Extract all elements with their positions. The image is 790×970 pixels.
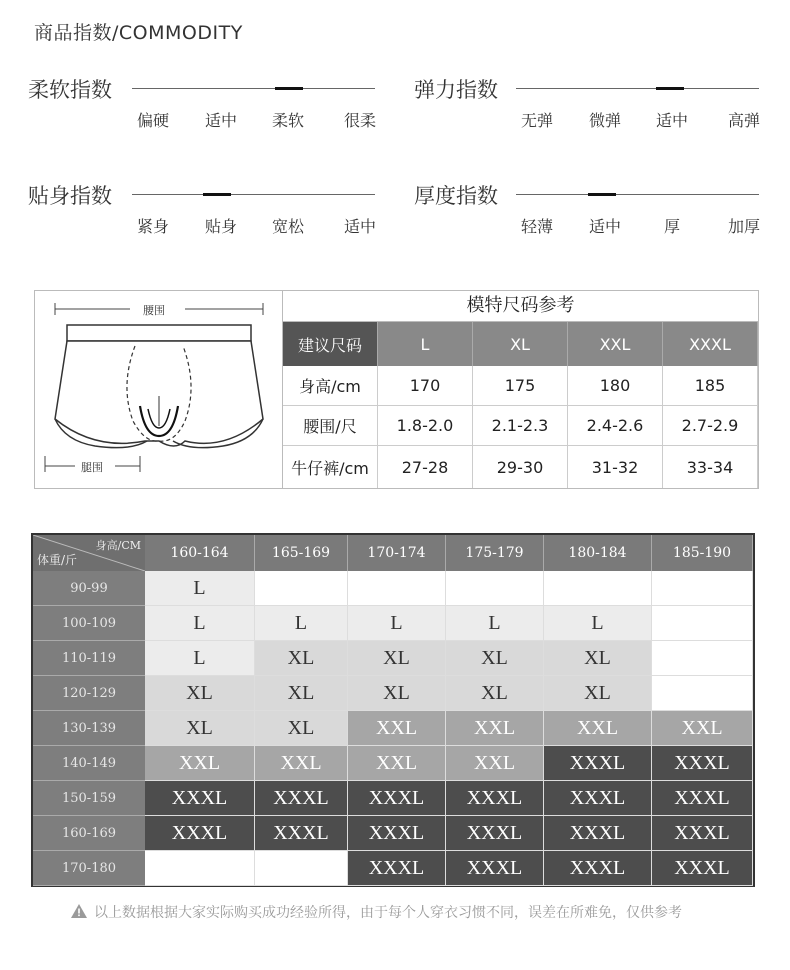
index-level-label: 很柔 (343, 111, 377, 130)
index-scale-line (132, 194, 375, 195)
waist-label: 腰围 (143, 304, 165, 317)
size-cell: XXXL (652, 851, 753, 886)
table-cell: 29-30 (473, 446, 568, 488)
table-cell: 175 (473, 366, 568, 405)
size-cell: XXXL (348, 851, 446, 886)
size-cell: XXL (652, 711, 753, 746)
table-cell: 2.7-2.9 (663, 406, 758, 445)
size-cell: XXXL (544, 851, 652, 886)
size-cell: XXXL (446, 781, 544, 816)
size-cell: XXL (348, 746, 446, 781)
index-level-label: 适中 (588, 217, 622, 236)
height-range-header: 180-184 (544, 535, 652, 571)
weight-range-header: 160-169 (33, 816, 145, 851)
size-cell: XXL (544, 711, 652, 746)
size-cell: XL (544, 676, 652, 711)
size-cell: XXXL (255, 781, 348, 816)
header-cell: XXXL (663, 322, 758, 366)
table-cell: 2.4-2.6 (568, 406, 663, 445)
height-range-header: 175-179 (446, 535, 544, 571)
size-cell: XXXL (145, 781, 255, 816)
underwear-measurement-diagram (35, 291, 283, 488)
size-cell: XXXL (544, 781, 652, 816)
size-cell: XXL (446, 746, 544, 781)
index-level-label: 紧身 (136, 217, 170, 236)
table-cell: 31-32 (568, 446, 663, 488)
size-cell: XL (446, 641, 544, 676)
index-level-label: 适中 (655, 111, 689, 130)
table-cell: 180 (568, 366, 663, 405)
model-size-reference (34, 290, 759, 489)
index-selected-marker (203, 193, 231, 196)
index-selected-marker (275, 87, 303, 90)
weight-range-header: 130-139 (33, 711, 145, 746)
size-cell: XL (255, 641, 348, 676)
header-cell: XXL (568, 322, 663, 366)
table-row (283, 366, 758, 406)
size-cell: XXXL (544, 816, 652, 851)
index-name: 柔软指数 (28, 78, 112, 102)
size-cell (348, 571, 446, 606)
size-cell: XXL (348, 711, 446, 746)
size-cell: L (544, 606, 652, 641)
size-cell (255, 851, 348, 886)
index-level-label: 柔软 (271, 111, 305, 130)
size-cell: L (446, 606, 544, 641)
index-selected-marker (588, 193, 616, 196)
height-range-header: 185-190 (652, 535, 753, 571)
corner-weight-label: 体重/斤 (37, 553, 78, 567)
footnote-text: 以上数据根据大家实际购买成功经验所得，由于每个人穿衣习惯不同，误差在所难免，仅供参考 (94, 905, 682, 921)
size-cell: XXXL (446, 816, 544, 851)
size-cell (652, 641, 753, 676)
weight-range-header: 90-99 (33, 571, 145, 606)
index-scale-line (516, 194, 759, 195)
warning-icon (70, 903, 88, 919)
size-chart (31, 533, 755, 887)
size-cell: XXXL (652, 746, 753, 781)
boxer-brief-outline-icon (35, 291, 282, 488)
index-scale-line (516, 88, 759, 89)
table-cell: 170 (378, 366, 473, 405)
size-cell (652, 571, 753, 606)
row-label: 身高/cm (283, 366, 378, 405)
footnote (70, 902, 682, 922)
size-cell: L (145, 571, 255, 606)
table-cell: 1.8-2.0 (378, 406, 473, 445)
row-label: 腰围/尺 (283, 406, 378, 445)
model-size-table (283, 291, 758, 488)
size-cell (255, 571, 348, 606)
index-level-label: 加厚 (727, 217, 761, 236)
header-cell: L (378, 322, 473, 366)
size-cell (652, 676, 753, 711)
size-cell: XL (255, 711, 348, 746)
size-cell: XXXL (446, 851, 544, 886)
size-cell: XL (348, 676, 446, 711)
index-level-label: 高弹 (727, 111, 761, 130)
index-name: 弹力指数 (414, 78, 498, 102)
height-range-header: 170-174 (348, 535, 446, 571)
size-cell: XL (544, 641, 652, 676)
size-cell: XXXL (145, 816, 255, 851)
index-level-label: 宽松 (271, 217, 305, 236)
model-table-title: 模特尺码参考 (283, 291, 758, 322)
table-row (283, 446, 758, 488)
weight-range-header: 170-180 (33, 851, 145, 886)
size-cell: XXXL (348, 781, 446, 816)
row-label: 牛仔裤/cm (283, 446, 378, 488)
size-cell: L (348, 606, 446, 641)
header-cell: XL (473, 322, 568, 366)
size-cell: XL (446, 676, 544, 711)
index-level-label: 无弹 (520, 111, 554, 130)
index-selected-marker (656, 87, 684, 90)
index-level-label: 适中 (343, 217, 377, 236)
size-cell: XL (145, 676, 255, 711)
weight-range-header: 110-119 (33, 641, 145, 676)
model-table-header (283, 322, 758, 366)
height-range-header: 165-169 (255, 535, 348, 571)
size-cell (446, 571, 544, 606)
weight-range-header: 150-159 (33, 781, 145, 816)
table-row (283, 406, 758, 446)
index-level-label: 适中 (204, 111, 238, 130)
size-cell: L (145, 641, 255, 676)
height-range-header: 160-164 (145, 535, 255, 571)
table-cell: 33-34 (663, 446, 758, 488)
size-cell: XXL (145, 746, 255, 781)
size-cell: XL (348, 641, 446, 676)
size-cell: XXXL (652, 781, 753, 816)
size-cell: XXXL (348, 816, 446, 851)
weight-range-header: 100-109 (33, 606, 145, 641)
index-level-label: 轻薄 (520, 217, 554, 236)
page-title: 商品指数/COMMODITY (34, 22, 243, 44)
size-cell: XXXL (652, 816, 753, 851)
header-cell: 建议尺码 (283, 322, 378, 366)
chart-corner (33, 535, 145, 571)
size-cell: XXXL (544, 746, 652, 781)
size-cell: L (255, 606, 348, 641)
size-cell: XXXL (255, 816, 348, 851)
corner-height-label: 身高/CM (95, 539, 141, 552)
size-cell (544, 571, 652, 606)
index-level-label: 微弹 (588, 111, 622, 130)
index-name: 厚度指数 (414, 184, 498, 208)
size-cell (652, 606, 753, 641)
index-scale-line (132, 88, 375, 89)
table-cell: 2.1-2.3 (473, 406, 568, 445)
size-cell: L (145, 606, 255, 641)
table-cell: 27-28 (378, 446, 473, 488)
size-cell (145, 851, 255, 886)
size-cell: XXL (255, 746, 348, 781)
weight-range-header: 140-149 (33, 746, 145, 781)
index-level-label: 偏硬 (136, 111, 170, 130)
index-level-label: 贴身 (204, 217, 238, 236)
leg-label: 腿围 (81, 461, 103, 474)
table-cell: 185 (663, 366, 758, 405)
index-name: 贴身指数 (28, 184, 112, 208)
size-cell: XL (145, 711, 255, 746)
index-level-label: 厚 (663, 217, 681, 236)
weight-range-header: 120-129 (33, 676, 145, 711)
size-cell: XXL (446, 711, 544, 746)
size-cell: XL (255, 676, 348, 711)
